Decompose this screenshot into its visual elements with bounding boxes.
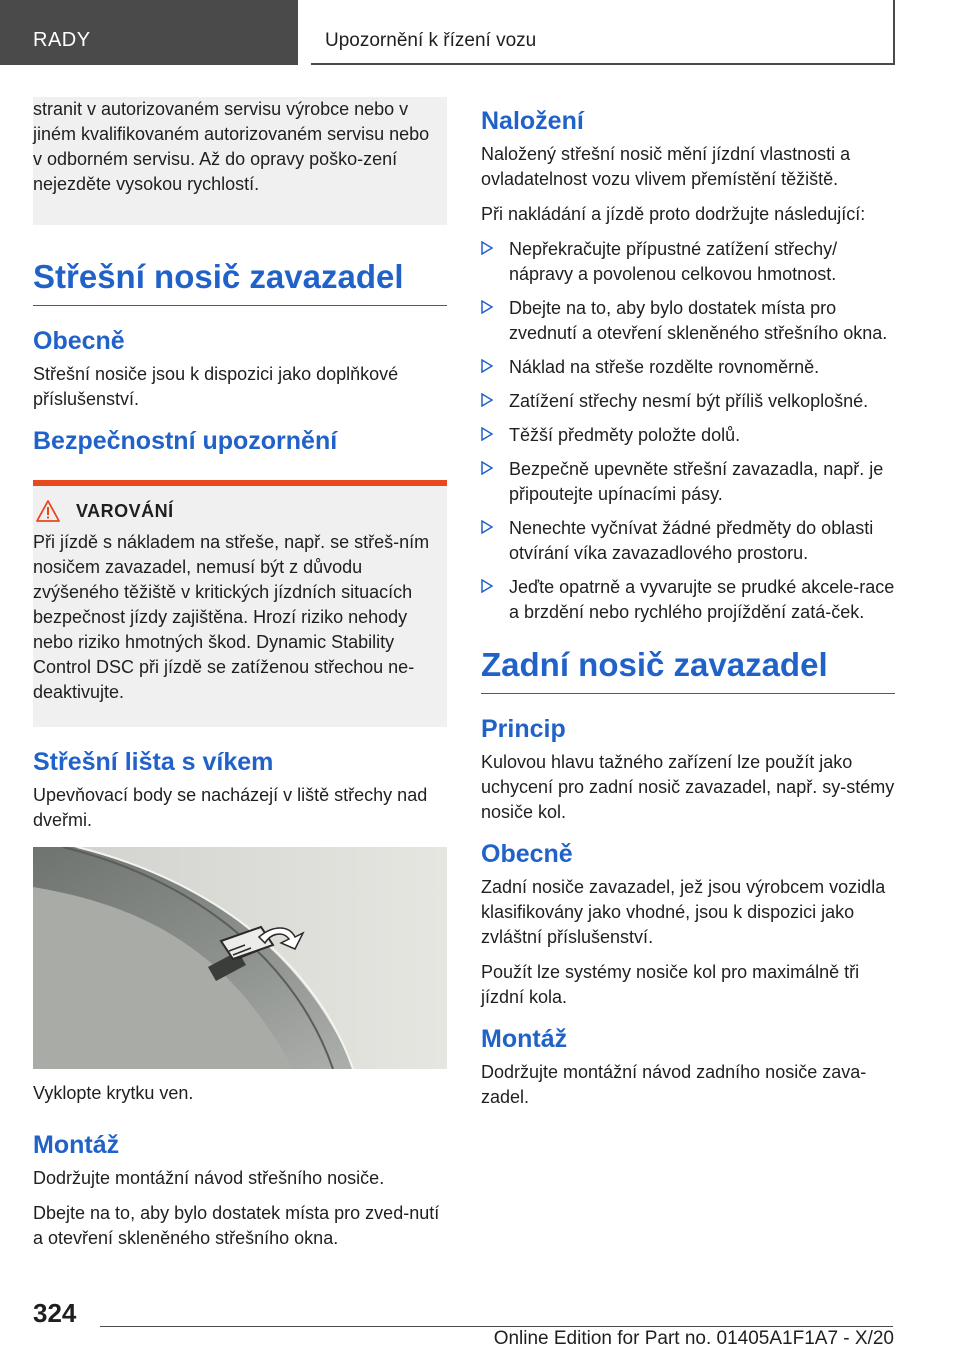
safety-heading: Bezpečnostní upozornění: [33, 427, 338, 455]
loading-list: [481, 237, 895, 625]
roof-mount-text-2: Dbejte na to, aby bylo dostatek místa pro zved‐nutí a otevření skleněného střešního okna.: [33, 1203, 440, 1248]
list-item-text: Nepřekračujte přípustné zatížení střechy/ nápravy a povolenou celkovou hmotnost.: [509, 239, 838, 284]
list-item-text: Dbejte na to, aby bylo dostatek místa pro zvednutí a otevření skleněného střešního okna.: [509, 298, 888, 343]
left-column: [33, 97, 447, 1263]
header-chapter-label: Upozornění k řízení vozu: [325, 30, 537, 51]
roof-general-section: [33, 324, 447, 412]
list-item: [481, 457, 895, 507]
warning-box: [33, 480, 447, 727]
rear-rack-title: Zadní nosič zavazadel: [481, 643, 895, 694]
roof-rail-photo: [33, 847, 447, 1069]
triangle-bullet-icon: [481, 393, 493, 407]
list-item: [481, 516, 895, 566]
edition-label: Online Edition for Part no. 01405A1F1A7 - X/20: [493, 1328, 894, 1349]
rear-general-heading: Obecně: [481, 840, 573, 868]
triangle-bullet-icon: [481, 461, 493, 475]
continued-notice-box: [33, 97, 447, 225]
list-item: [481, 237, 895, 287]
triangle-bullet-icon: [481, 241, 493, 255]
principle-section: [481, 712, 895, 825]
list-item: [481, 355, 895, 380]
loading-heading: Naložení: [481, 107, 584, 135]
roof-mount-section: [33, 1128, 447, 1251]
rear-general-section: [481, 837, 895, 1010]
list-item: [481, 389, 895, 414]
triangle-bullet-icon: [481, 520, 493, 534]
rear-general-text-1: Zadní nosiče zavazadel, jež jsou výrobcem vozidla klasifikovány jako vhodné, jsou k dispozici jako zvláštní příslušenství.: [481, 877, 886, 947]
header-chapter-tab: [311, 0, 895, 65]
list-item: [481, 423, 895, 448]
roof-mount-heading: Montáž: [33, 1131, 120, 1159]
header-section-tab: [0, 0, 298, 65]
header-section-label: RADY: [33, 29, 91, 51]
triangle-bullet-icon: [481, 300, 493, 314]
roof-rail-text: Upevňovací body se nacházejí v liště střechy nad dveřmi.: [33, 785, 428, 830]
principle-text: Kulovou hlavu tažného zařízení lze použít jako uchycení pro zadní nosič zavazadel, např. sy‐stémy nosiče kol.: [481, 752, 895, 822]
list-item-text: Náklad na střeše rozdělte rovnoměrně.: [509, 357, 820, 377]
rear-mount-heading: Montáž: [481, 1025, 568, 1053]
warning-text: Při jízdě s nákladem na střeše, např. se střeš‐ním nosičem zavazadel, nemusí být z důvodu zvýšeného těžiště v kritických jízdních situacích bezpečnost jízdy zajištěna. Hrozí riziko nehody nebo riziko hmotných škod. Dynamic Stability Control DSC při jízdě se zatíženou střechou ne‐deaktivujte.: [33, 532, 430, 702]
loading-section: [481, 104, 895, 625]
roof-rail-heading: Střešní lišta s víkem: [33, 748, 274, 776]
roof-rack-title: Střešní nosič zavazadel: [33, 255, 447, 306]
roof-general-heading: Obecně: [33, 327, 125, 355]
rear-mount-section: [481, 1022, 895, 1110]
list-item: [481, 296, 895, 346]
list-item-text: Zatížení střechy nesmí být příliš velkoplošné.: [509, 391, 869, 411]
footer-divider: [100, 1326, 893, 1327]
loading-text-1: Naložený střešní nosič mění jízdní vlastnosti a ovladatelnost vozu vlivem přemístění těžiště.: [481, 144, 851, 189]
rear-mount-text: Dodržujte montážní návod zadního nosiče zava‐zadel.: [481, 1062, 867, 1107]
notice-text: stranit v autorizovaném servisu výrobce nebo v jiném kvalifikovaném autorizovaném servisu nebo v odborném servisu. Až do opravy poško‐zení nejezděte vysokou rychlostí.: [33, 99, 430, 194]
page-number: 324: [33, 1298, 77, 1328]
warning-title-row: [33, 500, 443, 522]
right-column: [481, 104, 895, 1122]
triangle-bullet-icon: [481, 427, 493, 441]
list-item-text: Nenechte vyčnívat žádné předměty do oblasti otvírání víka zavazadlového prostoru.: [509, 518, 874, 563]
loading-text-2: Při nakládání a jízdě proto dodržujte následující:: [481, 204, 866, 224]
list-item: [481, 575, 895, 625]
principle-heading: Princip: [481, 715, 566, 743]
roof-mount-text-1: Dodržujte montážní návod střešního nosiče.: [33, 1168, 385, 1188]
rear-general-text-2: Použít lze systémy nosiče kol pro maximálně tři jízdní kola.: [481, 962, 860, 1007]
warning-title: VAROVÁNÍ: [76, 500, 174, 521]
list-item-text: Těžší předměty položte dolů.: [509, 425, 741, 445]
roof-rail-section: [33, 745, 447, 833]
triangle-bullet-icon: [481, 579, 493, 593]
triangle-bullet-icon: [481, 359, 493, 373]
photo-caption: Vyklopte krytku ven.: [33, 1083, 194, 1103]
warning-triangle-icon: [36, 500, 60, 522]
list-item-text: Jeďte opatrně a vyvarujte se prudké akcele‐race a brzdění nebo rychlého projíždění zatá‐ček.: [509, 577, 895, 622]
roof-general-text: Střešní nosiče jsou k dispozici jako doplňkové příslušenství.: [33, 364, 399, 409]
list-item-text: Bezpečně upevněte střešní zavazadla, např. je připoutejte upínacími pásy.: [509, 459, 884, 504]
